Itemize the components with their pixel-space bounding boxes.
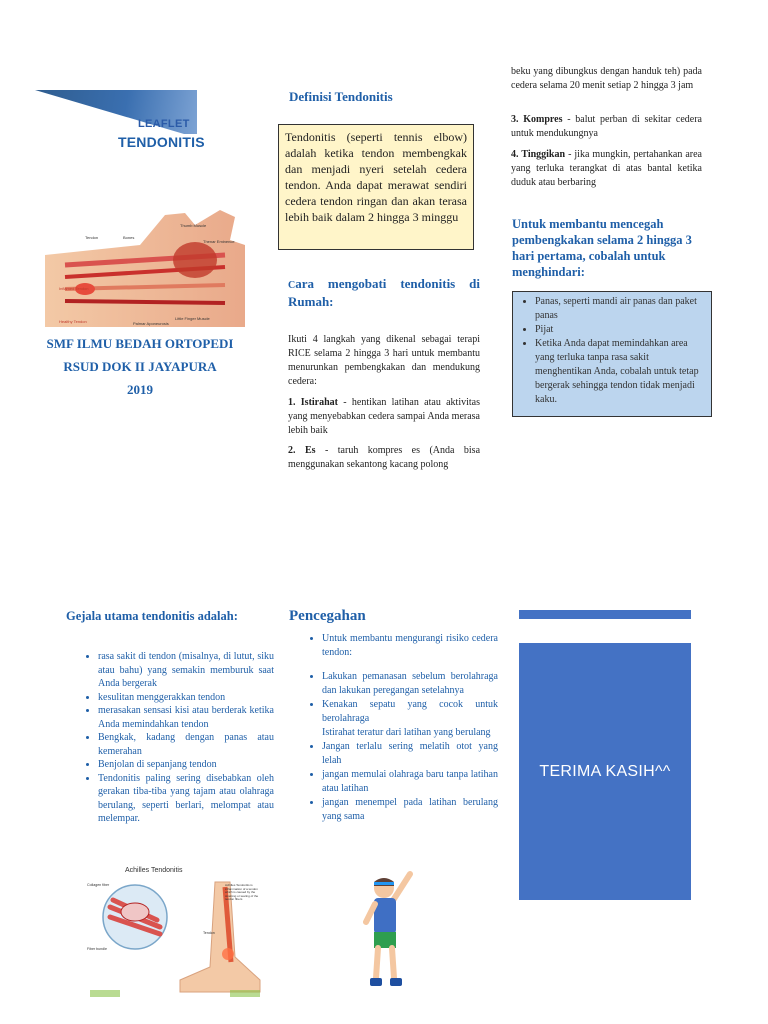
- thank-you-text: TERIMA KASIH^^: [539, 762, 671, 780]
- prevention-item: • jangan menempel pada latihan berulang yang sama: [322, 796, 498, 824]
- accent-bar: [519, 610, 691, 619]
- rice-step-ice-continued: beku yang dibungkus dengan handuk teh) pada cedera selama 20 menit setiap 2 hingga 3 jam: [511, 66, 702, 91]
- home-treatment-title-rest: ara mengobati tendonitis di Rumah:: [288, 276, 480, 309]
- org-department: SMF ILMU BEDAH ORTOPEDI: [46, 336, 234, 351]
- avoid-box: [512, 291, 712, 417]
- leaflet-label: LEAFLET: [138, 118, 190, 130]
- prevention-item: • Lakukan pemanasan sebelum berolahraga dan lakukan peregangan setelahnya: [322, 670, 498, 698]
- achilles-label: Fiber bundle: [87, 947, 107, 951]
- hand-label: Thenar Eminence: [203, 239, 235, 244]
- avoid-title: Untuk membantu mencegah pembengkakan selama 2 hingga 3 hari pertama, cobalah untuk menghindari:: [512, 217, 692, 279]
- definition-text: Tendonitis (seperti tennis elbow) adalah ketika tendon membengkak dan menjadi nyeri setelah cedera tendon. Anda dapat merawat sendiri cedera tendon ringan dan akan terasa lebih baik dalam 2 hingga 3 minggu: [285, 130, 467, 224]
- rice-step-label: 3. Kompres: [511, 114, 563, 125]
- prevention-item: • Untuk membantu mengurangi risiko cedera tendon:: [322, 632, 498, 660]
- rice-step-text: - hentikan latihan atau aktivitas yang menyebabkan cedera sampai Anda merasa lebih baik: [288, 397, 480, 436]
- achilles-description: Achilles Tendonitis is inflammation of a tendon which is caused by the straining or tearing of the tendon fibers: [225, 884, 259, 902]
- leaflet-title: TENDONITIS: [118, 134, 205, 150]
- avoid-item: • Ketika Anda dapat memindahkan area yang terluka tanpa rasa sakit menghentikan Anda, cobalah untuk tetap bergerak sehingga tendon tidak menjadi kaku.: [535, 337, 705, 407]
- rice-step-label: 1. Istirahat: [288, 397, 339, 408]
- hand-label: Thumb Muscle: [180, 223, 207, 228]
- avoid-item: • Panas, seperti mandi air panas dan paket panas: [535, 295, 705, 323]
- symptom-item: • kesulitan menggerakkan tendon: [98, 691, 274, 705]
- rice-step-elevate: [511, 148, 702, 190]
- symptom-item: • Bengkak, kadang dengan panas atau kemerahan: [98, 731, 274, 758]
- hand-label: Palmar Aponeurosis: [133, 321, 169, 326]
- prevention-title: Pencegahan: [289, 608, 366, 624]
- hand-anatomy-image: [45, 205, 245, 327]
- symptom-item: • merasakan sensasi kisi atau berderak ketika Anda memindahkan tendon: [98, 704, 274, 731]
- hand-label: Healthy Tendon: [59, 319, 87, 324]
- hand-label: Bones: [123, 235, 135, 240]
- symptom-item: • Tendonitis paling sering disebabkan oleh gerakan tiba-tiba yang tajam atau olahraga berulang, seperti berlari, melompat atau melempar.: [98, 772, 274, 826]
- thank-you-panel: [519, 643, 691, 900]
- rice-step-compress: [511, 113, 702, 141]
- achilles-label: Tendon: [203, 931, 215, 935]
- symptom-item: • rasa sakit di tendon (misalnya, di lutut, siku atau bahu) yang semakin memburuk saat Anda bergerak: [98, 650, 274, 691]
- prevention-list: [304, 632, 498, 824]
- rice-step-text: - balut perban di sekitar cedera untuk mendukungnya: [511, 114, 702, 139]
- hand-label: Little Finger Muscle: [175, 316, 210, 321]
- avoid-item: • Pijat: [535, 323, 705, 337]
- rice-step-label: 4. Tinggikan: [511, 149, 566, 160]
- achilles-tendonitis-image: [85, 862, 265, 1002]
- stretching-figure-image: [362, 868, 432, 992]
- rice-step-rest: [288, 396, 480, 438]
- rice-step-label: 2. Es: [288, 445, 316, 456]
- symptoms-title: Gejala utama tendonitis adalah:: [66, 609, 238, 623]
- org-year: 2019: [127, 382, 153, 397]
- prevention-item: • Jangan terlalu sering melatih otot yang lelah: [322, 740, 498, 768]
- achilles-label: Collagen fiber: [87, 883, 110, 887]
- symptom-item: • Benjolan di sepanjang tendon: [98, 758, 274, 772]
- prevention-item: • Kenakan sepatu yang cocok untuk berolahraga Istirahat teratur dari latihan yang berulang: [322, 698, 498, 740]
- rice-intro: Ikuti 4 langkah yang dikenal sebagai terapi RICE selama 2 hingga 3 hari untuk membantu menurunkan pembengkakan dan mendukung cedera:: [288, 334, 480, 387]
- rice-step-text: - taruh kompres es (Anda bisa menggunakan sekantong kacang polong: [288, 445, 481, 470]
- hand-label: Inflamed Tendon: [59, 286, 89, 291]
- definition-box: [278, 124, 474, 250]
- hand-label: Tendon: [85, 235, 99, 240]
- achilles-image-title: Achilles Tendonitis: [125, 867, 183, 874]
- home-treatment-title: [288, 276, 480, 310]
- rice-step-ice: [288, 444, 480, 472]
- prevention-item: • jangan memulai olahraga baru tanpa latihan atau latihan: [322, 768, 498, 796]
- definition-title: Definisi Tendonitis: [289, 89, 393, 104]
- rice-step-text: - jika mungkin, pertahankan area yang terluka terangkat di atas bantal ketika duduk atau berbaring: [511, 149, 702, 188]
- org-hospital: RSUD DOK II JAYAPURA: [63, 359, 217, 374]
- symptoms-list: [80, 650, 274, 826]
- home-treatment-title-initial: C: [288, 280, 296, 291]
